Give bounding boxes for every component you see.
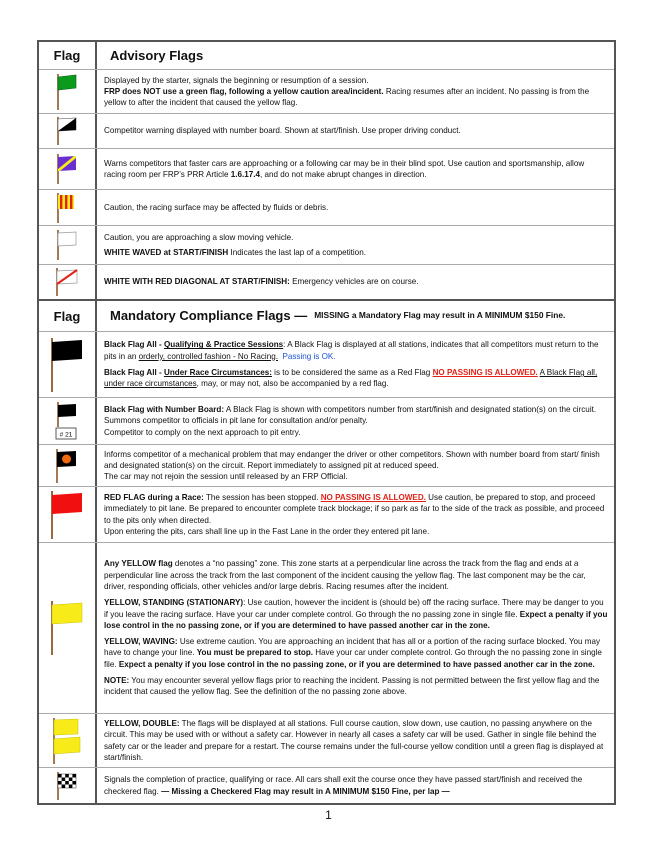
description-text: Competitor warning displayed with number board. Shown at start/finish. Use proper driving conduct. bbox=[104, 126, 461, 136]
flag-cell bbox=[39, 543, 97, 713]
table-row bbox=[39, 542, 614, 713]
plain-text: , and do not make abrupt changes in direction. bbox=[259, 170, 427, 179]
description-text: Displayed by the starter, signals the beginning or resumption of a session. bbox=[104, 75, 369, 85]
underlined-text: A Black Flag all, under race circumstances bbox=[104, 368, 598, 389]
bold-text: Expect a penalty if you lose control in the no passing zone, or if you are determined to have passed another car in the zone. bbox=[104, 609, 608, 630]
mandatory-section-header bbox=[97, 301, 614, 331]
flag-cell bbox=[39, 714, 97, 767]
description-text bbox=[104, 158, 608, 181]
flag-cell bbox=[39, 398, 97, 444]
black-flag-icon bbox=[50, 337, 84, 393]
flag-description bbox=[97, 768, 614, 803]
article-ref: 1.6.17.4 bbox=[230, 170, 260, 179]
black-flag-number-board-icon bbox=[54, 401, 80, 441]
flag-cell bbox=[39, 487, 97, 542]
plain-text: Use extreme caution. You are approaching an incident that has all or a portion of the racing surface blocked. You may have to change your line. bbox=[104, 637, 601, 658]
description-text bbox=[104, 276, 608, 287]
plain-text: Signals the completion of practice, qualifying or race. All cars shall exit the course once they have passed start/finish and received the checkered flag. bbox=[104, 775, 583, 796]
table-row bbox=[39, 486, 614, 542]
description-text: The car may not rejoin the session until released by an FRP Official. bbox=[104, 472, 348, 482]
table-row bbox=[39, 69, 614, 113]
description-text bbox=[104, 558, 608, 592]
double-yellow-flag-icon bbox=[52, 717, 82, 765]
description-text bbox=[104, 718, 608, 763]
number-board-label: # 21 bbox=[59, 431, 73, 439]
flag-cell bbox=[39, 445, 97, 486]
table-row bbox=[39, 113, 614, 148]
flag-description bbox=[97, 226, 614, 264]
description-text: Caution, you are approaching a slow moving vehicle. bbox=[104, 232, 294, 242]
bold-text: RED FLAG during a Race: bbox=[104, 492, 204, 502]
description-text bbox=[104, 247, 608, 258]
plain-text: The flags will be displayed at all stations. Full course caution, slow down, use caution, no passing anywhere on the circuit. This may be used with or without a safety car. However in nearly all cases a safety car will be used. Gather in single file behind the safety car or the leader and prepare for a restart. The course remains under the full-course yellow condition until a green flag is displayed at start/finish. bbox=[104, 718, 604, 762]
table-row bbox=[39, 713, 614, 767]
description-text bbox=[104, 404, 608, 427]
underlined-text: orderly, controlled fashion - No Racing. bbox=[138, 351, 278, 361]
advisory-header-row bbox=[39, 42, 614, 69]
white-flag-icon bbox=[56, 229, 78, 261]
flag-cell bbox=[39, 768, 97, 803]
flag-description bbox=[97, 332, 614, 397]
flag-description bbox=[97, 265, 614, 299]
plain-text: Indicates the last lap of a competition. bbox=[228, 248, 366, 257]
description-text bbox=[104, 86, 608, 109]
flag-table bbox=[37, 40, 616, 805]
white-red-diagonal-flag-icon bbox=[55, 267, 79, 297]
flag-description bbox=[97, 149, 614, 189]
blue-yellow-stripe-flag-icon bbox=[56, 153, 78, 185]
bold-text: WHITE WITH RED DIAGONAL AT START/FINISH: bbox=[104, 277, 290, 287]
description-text bbox=[104, 492, 608, 526]
bold-underlined-text: Under Race Circumstances: bbox=[163, 368, 272, 377]
flag-cell bbox=[39, 70, 97, 113]
green-flag-icon bbox=[56, 73, 78, 111]
bold-underlined-text: Qualifying & Practice Sessions bbox=[163, 340, 284, 350]
plain-text: denotes a “no passing” zone. This zone starts at a perpendicular line across the track from the flag and ends at a perpendicular line across the track from the last component of the incident causing the yellow flag. The last component may be the car, driver, responding officials, other vehicles and/or large debris. Racing resumes after the incident. bbox=[104, 559, 586, 591]
bold-text: Black Flag All - bbox=[104, 368, 164, 377]
flag-description bbox=[97, 543, 614, 713]
flag-cell bbox=[39, 226, 97, 264]
table-row bbox=[39, 444, 614, 486]
mandatory-flag-column-header: Flag bbox=[39, 301, 97, 331]
page-number: 1 bbox=[325, 808, 332, 822]
black-white-diagonal-flag-icon bbox=[56, 116, 78, 146]
plain-text: : Use caution, however the incident is (should be) off the racing surface. There may be danger to you if you leave the racing surface. Have your car under complete control. Go through the no passing zone in single file. bbox=[104, 598, 604, 619]
plain-text: You may encounter several yellow flags prior to reaching the incident. Passing is not permitted between the first yellow flag and the incident that caused the yellow flag. See the definition of the no passing zone above. bbox=[104, 676, 600, 697]
advisory-section-title: Advisory Flags bbox=[110, 47, 204, 63]
plain-text: Emergency vehicles are on course. bbox=[289, 277, 419, 287]
bold-text: You must be prepared to stop. bbox=[196, 648, 314, 658]
description-text bbox=[104, 367, 608, 390]
description-text: Informs competitor of a mechanical problem that may endanger the driver or other competitors. Shown with number board from start/ finish and designated station(s) on the circuit. Report immediately to assigned pit at reduced speed. bbox=[104, 449, 600, 470]
description-text bbox=[104, 597, 608, 631]
table-row bbox=[39, 148, 614, 189]
plain-text: Have your car under complete control. Go through the no passing zone in single file. bbox=[104, 648, 602, 669]
table-row bbox=[39, 767, 614, 803]
mandatory-section-title: Mandatory Compliance Flags — bbox=[110, 308, 308, 324]
bold-text: YELLOW, DOUBLE: bbox=[104, 718, 180, 728]
bold-text: YELLOW, STANDING (STATIONARY) bbox=[104, 598, 244, 608]
bold-text: Black Flag with Number Board: bbox=[104, 405, 225, 415]
table-row bbox=[39, 397, 614, 444]
bold-text: Expect a penalty if you lose control in the no passing zone, or if you are determined to have passed another car in the zone. bbox=[118, 659, 595, 669]
bold-text: Any YELLOW flag bbox=[104, 559, 173, 569]
flag-description bbox=[97, 398, 614, 444]
flag-description bbox=[97, 70, 614, 113]
bold-text: NOTE: bbox=[104, 676, 130, 686]
meatball-flag-icon bbox=[55, 448, 79, 484]
checkered-flag-icon bbox=[56, 771, 78, 801]
plain-text: The session has been stopped. bbox=[203, 492, 321, 502]
yellow-flag-icon bbox=[50, 600, 84, 656]
table-row bbox=[39, 264, 614, 299]
debris-flag-icon bbox=[56, 192, 78, 224]
description-text: Caution, the racing surface may be affected by fluids or debris. bbox=[104, 202, 329, 212]
flag-description bbox=[97, 114, 614, 148]
plain-text: A Black Flag is shown with competitors number from start/finish and designated station(s) on the circuit. Summons competitor to officials in pit lane for consultation and/or penalty. bbox=[104, 405, 597, 426]
advisory-flag-column-header: Flag bbox=[39, 42, 97, 69]
plain-text: Use caution, be prepared to stop, and proceed immediately to pit lane. Be prepared to encounter complete track blockage; if so park as far to the side of the track as possible, and proceed to the pits only when directed. bbox=[104, 492, 605, 525]
mandatory-header-row bbox=[39, 299, 614, 331]
bold-text: Black Flag All - bbox=[104, 340, 164, 350]
flag-cell bbox=[39, 190, 97, 225]
flag-description bbox=[97, 445, 614, 486]
bold-text: FRP does NOT use a green flag, following a yellow caution area/incident. bbox=[104, 86, 384, 96]
plain-text: Warns competitors that faster cars are approaching or a following car may be in their blind spot. Use caution and sportsmanship, allow racing room per FRP’s PRR Article bbox=[104, 158, 585, 179]
description-text bbox=[104, 339, 608, 362]
bold-text: YELLOW, WAVING: bbox=[104, 637, 178, 647]
flag-cell bbox=[39, 332, 97, 397]
flag-description bbox=[97, 190, 614, 225]
no-passing-warning: NO PASSING IS ALLOWED. bbox=[320, 492, 426, 502]
table-row bbox=[39, 225, 614, 264]
description-text: Competitor to comply on the next approach to pit entry. bbox=[104, 427, 301, 437]
plain-text: Racing resumes after an incident. No passing is from the yellow to after the incident that caused the yellow flag. bbox=[104, 86, 590, 108]
passing-ok-text: Passing is OK. bbox=[282, 351, 336, 361]
plain-text: , may, or may not, also be accompanied by a red flag. bbox=[196, 379, 389, 389]
red-flag-icon bbox=[50, 490, 84, 540]
plain-text: : A Black Flag is displayed at all stations, indicates that all competitors must return to the pits in an bbox=[104, 340, 599, 361]
description-text bbox=[104, 636, 608, 670]
flag-cell bbox=[39, 265, 97, 299]
flag-cell bbox=[39, 114, 97, 148]
mandatory-fine-note: MISSING a Mandatory Flag may result in A MINIMUM $150 Fine. bbox=[314, 310, 566, 321]
bold-text: WHITE WAVED at START/FINISH bbox=[104, 248, 229, 257]
no-passing-warning: NO PASSING IS ALLOWED. bbox=[432, 368, 538, 377]
flag-cell bbox=[39, 149, 97, 189]
flag-description bbox=[97, 714, 614, 767]
description-text bbox=[104, 675, 608, 698]
table-row bbox=[39, 189, 614, 225]
table-row bbox=[39, 331, 614, 397]
description-text: Upon entering the pits, cars shall line up in the Fast Lane in the order they entered pit lane. bbox=[104, 526, 430, 536]
description-text bbox=[104, 774, 608, 797]
plain-text: is to be considered the same as a Red Flag bbox=[271, 368, 433, 377]
flag-description bbox=[97, 487, 614, 542]
bold-text: — Missing a Checkered Flag may result in A MINIMUM $150 Fine, per lap — bbox=[161, 786, 450, 796]
